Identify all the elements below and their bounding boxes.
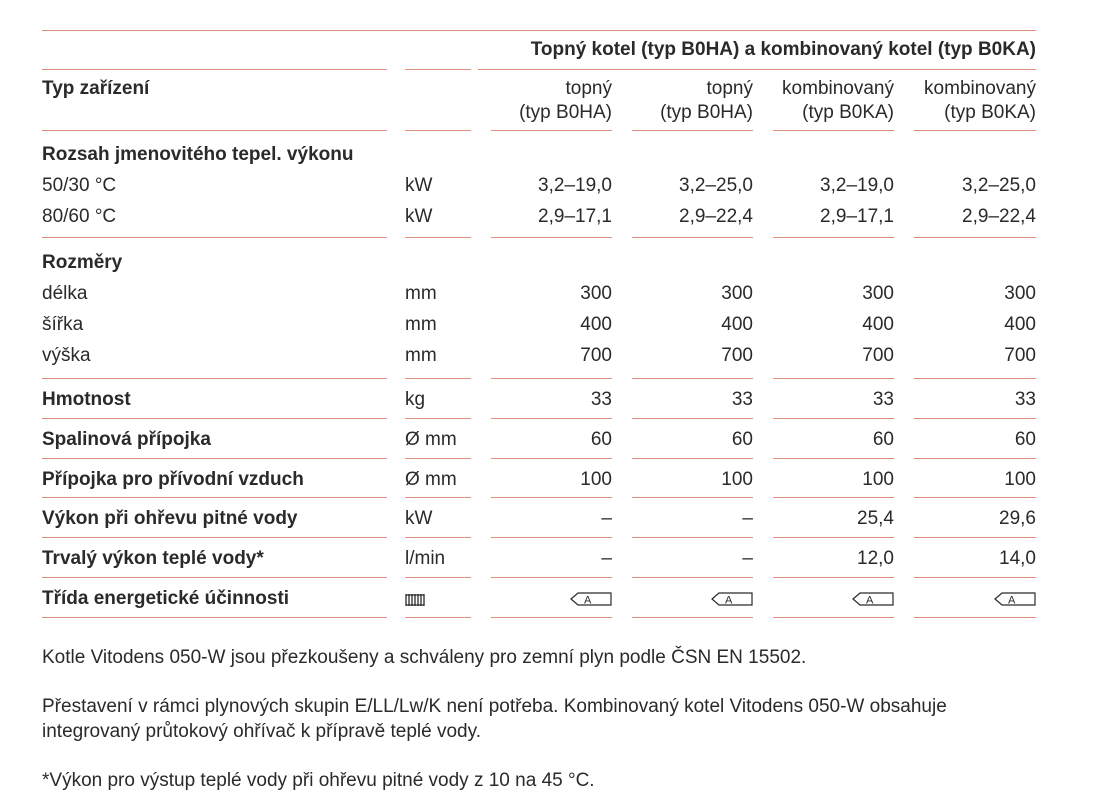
cell: 60 <box>731 429 753 450</box>
cell: 3,2–25,0 <box>962 175 1036 196</box>
cell: 300 <box>862 283 894 304</box>
cell: 300 <box>1004 283 1036 304</box>
row-label: šířka <box>42 314 84 335</box>
cell: 100 <box>862 469 894 490</box>
cell: 100 <box>580 469 612 490</box>
cell: 33 <box>1014 389 1036 410</box>
cell: 2,9–17,1 <box>820 206 894 227</box>
cell: 60 <box>590 429 612 450</box>
rule <box>42 69 387 70</box>
rule <box>491 378 612 379</box>
rule <box>632 237 753 238</box>
row-unit: mm <box>405 314 437 335</box>
rule <box>773 537 894 538</box>
row-unit: l/min <box>405 548 446 569</box>
svg-text:A: A <box>1008 594 1016 606</box>
rule <box>405 378 471 379</box>
row-unit: kW <box>405 206 433 227</box>
rule <box>773 378 894 379</box>
cell: 700 <box>580 345 612 366</box>
group-header: Topný kotel (typ B0HA) a kombinovaný kotel (typ B0KA) <box>530 39 1036 60</box>
row-unit: kW <box>405 175 433 196</box>
power-section-title: Rozsah jmenovitého tepel. výkonu <box>42 144 354 165</box>
rule <box>914 418 1036 419</box>
cell: 14,0 <box>999 548 1036 569</box>
cell: 400 <box>721 314 753 335</box>
rule <box>914 617 1036 618</box>
cell: 3,2–19,0 <box>538 175 612 196</box>
rule <box>773 617 894 618</box>
rule <box>42 537 387 538</box>
cell: 700 <box>721 345 753 366</box>
rule <box>491 577 612 578</box>
row-unit: kg <box>405 389 426 410</box>
rule <box>405 577 471 578</box>
cell: 300 <box>580 283 612 304</box>
row-label: Třída energetické účinnosti <box>42 588 290 609</box>
rule <box>491 458 612 459</box>
rule <box>405 237 471 238</box>
row-label: Výkon při ohřevu pitné vody <box>42 508 298 529</box>
cell: – <box>601 548 612 569</box>
note-approval: Kotle Vitodens 050-W jsou přezkoušeny a schváleny pro zemní plyn podle ČSN EN 15502. <box>42 647 807 668</box>
rule <box>773 458 894 459</box>
type-col-4: kombinovaný (typ B0KA) <box>924 78 1036 123</box>
cell: – <box>742 548 753 569</box>
type-col-2: topný (typ B0HA) <box>660 78 753 123</box>
rule <box>42 418 387 419</box>
energy-class-badge <box>773 587 894 611</box>
cell: 2,9–22,4 <box>962 206 1036 227</box>
cell: 25,4 <box>857 508 894 529</box>
table-top-rule <box>42 30 1036 31</box>
rule <box>914 577 1036 578</box>
rule <box>632 458 753 459</box>
group-header-rule <box>478 69 1036 70</box>
cell: 33 <box>872 389 894 410</box>
cell: 2,9–22,4 <box>679 206 753 227</box>
rule <box>632 418 753 419</box>
rule <box>773 418 894 419</box>
radiator-icon <box>405 587 471 611</box>
row-label: 50/30 °C <box>42 175 117 196</box>
row-unit: mm <box>405 345 437 366</box>
rule <box>914 458 1036 459</box>
type-col-1: topný (typ B0HA) <box>519 78 612 123</box>
cell: 60 <box>1014 429 1036 450</box>
cell: 700 <box>862 345 894 366</box>
rule <box>914 378 1036 379</box>
rule <box>42 497 387 498</box>
cell: 3,2–19,0 <box>820 175 894 196</box>
rule <box>773 497 894 498</box>
rule <box>632 130 753 131</box>
svg-text:A: A <box>584 594 592 606</box>
rule <box>632 537 753 538</box>
cell: 300 <box>721 283 753 304</box>
cell: 100 <box>1004 469 1036 490</box>
type-col-3: kombinovaný (typ B0KA) <box>782 78 894 123</box>
cell: – <box>601 508 612 529</box>
rule <box>405 497 471 498</box>
energy-class-badge <box>632 587 753 611</box>
cell: 33 <box>590 389 612 410</box>
row-unit: Ø mm <box>405 469 457 490</box>
row-label: délka <box>42 283 88 304</box>
rule <box>491 418 612 419</box>
cell: 400 <box>580 314 612 335</box>
rule <box>632 497 753 498</box>
cell: 33 <box>731 389 753 410</box>
rule <box>42 577 387 578</box>
rule <box>773 237 894 238</box>
cell: 400 <box>1004 314 1036 335</box>
note-conversion: Přestavení v rámci plynových skupin E/LL/Lw/K není potřeba. Kombinovaný kotel Vitodens 050-W obsahuje integrovaný průtokový ohřívač k přípravě teplé vody. <box>42 696 947 742</box>
rule <box>405 418 471 419</box>
row-unit: mm <box>405 283 437 304</box>
cell: 700 <box>1004 345 1036 366</box>
row-unit: kW <box>405 508 433 529</box>
rule <box>42 237 387 238</box>
rule <box>405 69 471 70</box>
rule <box>405 130 471 131</box>
rule <box>491 497 612 498</box>
row-label: Přípojka pro přívodní vzduch <box>42 469 304 490</box>
svg-text:A: A <box>866 594 874 606</box>
type-row-label: Typ zařízení <box>42 78 150 99</box>
cell: 2,9–17,1 <box>538 206 612 227</box>
energy-class-badge <box>491 587 612 611</box>
row-label: 80/60 °C <box>42 206 117 227</box>
row-unit: Ø mm <box>405 429 457 450</box>
rule <box>914 130 1036 131</box>
rule <box>914 497 1036 498</box>
row-label: výška <box>42 345 91 366</box>
rule <box>773 577 894 578</box>
rule <box>491 537 612 538</box>
rule <box>632 617 753 618</box>
rule <box>42 617 387 618</box>
cell: 12,0 <box>857 548 894 569</box>
rule <box>491 237 612 238</box>
cell: – <box>742 508 753 529</box>
rule <box>42 458 387 459</box>
rule <box>405 617 471 618</box>
svg-text:A: A <box>725 594 733 606</box>
rule <box>405 537 471 538</box>
cell: 400 <box>862 314 894 335</box>
rule <box>632 378 753 379</box>
rule <box>914 537 1036 538</box>
cell: 100 <box>721 469 753 490</box>
cell: 60 <box>872 429 894 450</box>
rule <box>42 378 387 379</box>
rule <box>42 130 387 131</box>
rule <box>914 237 1036 238</box>
rule <box>491 617 612 618</box>
row-label: Trvalý výkon teplé vody* <box>42 548 264 569</box>
energy-class-badge <box>914 587 1036 611</box>
cell: 29,6 <box>999 508 1036 529</box>
note-footnote: *Výkon pro výstup teplé vody při ohřevu pitné vody z 10 na 45 °C. <box>42 770 595 791</box>
rule <box>405 458 471 459</box>
row-label: Hmotnost <box>42 389 131 410</box>
rule <box>773 130 894 131</box>
rule <box>491 130 612 131</box>
dimensions-section-title: Rozměry <box>42 252 123 273</box>
row-label: Spalinová přípojka <box>42 429 211 450</box>
cell: 3,2–25,0 <box>679 175 753 196</box>
rule <box>632 577 753 578</box>
